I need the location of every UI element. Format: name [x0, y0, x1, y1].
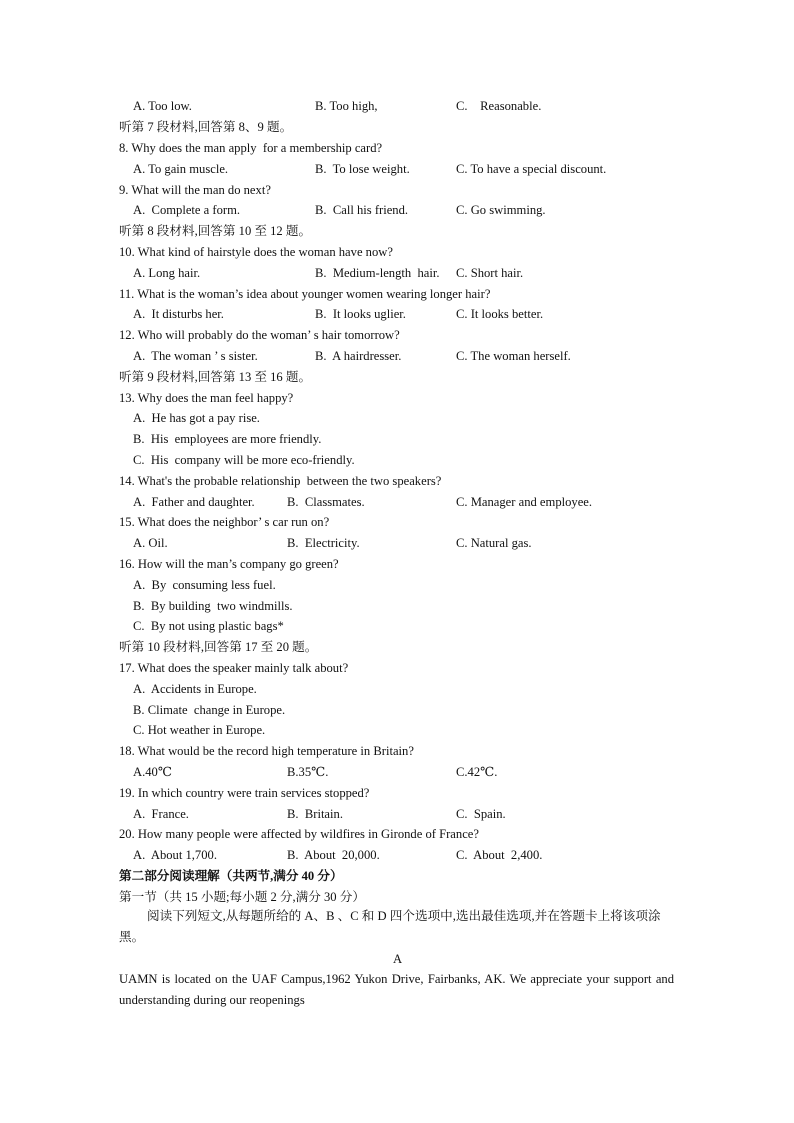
q14-option-c: C. Manager and employee. [456, 495, 593, 509]
q8-option-a: A. To gain muscle. [133, 162, 229, 176]
section-instruction-10: 听第 10 段材料,回答第 17 至 20 题。 [119, 640, 318, 654]
reading-instructions-text: 阅读下列短文,从每题所给的 A、B 、C 和 D 四个选项中,选出最佳选项,并在答题卡上将该项涂黑。 [119, 909, 661, 944]
section-title-1: 第一节（共 15 小题;每小题 2 分,满分 30 分） [119, 890, 365, 904]
q15-option-a: A. Oil. [133, 536, 168, 550]
q15-option-c: C. Natural gas. [456, 536, 532, 550]
q14-option-b: B. Classmates. [287, 495, 365, 509]
q18-option-b: B.35℃. [287, 765, 329, 779]
reading-instructions [119, 906, 674, 948]
q9-option-c: C. Go swimming. [456, 203, 546, 217]
q11-option-b: B. It looks uglier. [315, 307, 406, 321]
q8-option-b: B. To lose weight. [315, 162, 410, 176]
section-instruction-9: 听第 9 段材料,回答第 13 至 16 题。 [119, 370, 312, 384]
q12-option-b: B. A hairdresser. [315, 349, 402, 363]
q8-option-c: C. To have a special discount. [456, 162, 607, 176]
section-instruction-7: 听第 7 段材料,回答第 8、9 题。 [119, 120, 293, 134]
q19-option-b: B. Britain. [287, 807, 343, 821]
q10-option-c: C. Short hair. [456, 266, 524, 280]
question-14: 14. What's the probable relationship between the two speakers? [119, 474, 442, 488]
q18-option-c: C.42℃. [456, 765, 498, 779]
question-16: 16. How will the man’s company go green? [119, 557, 339, 571]
q13-option-a: A. He has got a pay rise. [133, 411, 260, 425]
question-12: 12. Who will probably do the woman’ s hair tomorrow? [119, 328, 400, 342]
q20-option-c: C. About 2,400. [456, 848, 543, 862]
question-13: 13. Why does the man feel happy? [119, 391, 294, 405]
q7-option-b: B. Too high, [315, 99, 378, 113]
q16-option-a: A. By consuming less fuel. [133, 578, 276, 592]
question-20: 20. How many people were affected by wildfires in Gironde of France? [119, 827, 479, 841]
q12-option-c: C. The woman herself. [456, 349, 571, 363]
q13-option-b: B. His employees are more friendly. [133, 432, 322, 446]
q19-option-a: A. France. [133, 807, 189, 821]
passage-label: A [393, 952, 403, 966]
q15-option-b: B. Electricity. [287, 536, 360, 550]
question-8: 8. Why does the man apply for a membership card? [119, 141, 383, 155]
q12-option-a: A. The woman ’ s sister. [133, 349, 258, 363]
question-11: 11. What is the woman’s idea about younger women wearing longer hair? [119, 287, 491, 301]
question-17: 17. What does the speaker mainly talk about? [119, 661, 349, 675]
question-19: 19. In which country were train services stopped? [119, 786, 370, 800]
q20-option-a: A. About 1,700. [133, 848, 217, 862]
q19-option-c: C. Spain. [456, 807, 506, 821]
passage-text: UAMN is located on the UAF Campus,1962 Yukon Drive, Fairbanks, AK. We appreciate your support and understanding during our reopenings [119, 972, 674, 1007]
q11-option-c: C. It looks better. [456, 307, 544, 321]
q11-option-a: A. It disturbs her. [133, 307, 224, 321]
q18-option-a: A.40℃ [133, 765, 172, 779]
q13-option-c: C. His company will be more eco-friendly. [133, 453, 355, 467]
q17-option-b: B. Climate change in Europe. [133, 703, 286, 717]
q16-option-b: B. By building two windmills. [133, 599, 293, 613]
q10-option-b: B. Medium-length hair. [315, 266, 440, 280]
q16-option-c: C. By not using plastic bags* [133, 619, 284, 633]
q17-option-c: C. Hot weather in Europe. [133, 723, 266, 737]
q7-option-c: C. Reasonable. [456, 99, 542, 113]
q14-option-a: A. Father and daughter. [133, 495, 255, 509]
question-9: 9. What will the man do next? [119, 183, 271, 197]
q17-option-a: A. Accidents in Europe. [133, 682, 257, 696]
section-instruction-8: 听第 8 段材料,回答第 10 至 12 题。 [119, 224, 312, 238]
q7-option-a: A. Too low. [133, 99, 192, 113]
q20-option-b: B. About 20,000. [287, 848, 380, 862]
question-18: 18. What would be the record high temperature in Britain? [119, 744, 414, 758]
q10-option-a: A. Long hair. [133, 266, 201, 280]
q9-option-b: B. Call his friend. [315, 203, 409, 217]
question-10: 10. What kind of hairstyle does the woman have now? [119, 245, 393, 259]
question-15: 15. What does the neighbor’ s car run on? [119, 515, 330, 529]
q9-option-a: A. Complete a form. [133, 203, 241, 217]
part-title-reading: 第二部分阅读理解（共两节,满分 40 分） [119, 869, 343, 883]
